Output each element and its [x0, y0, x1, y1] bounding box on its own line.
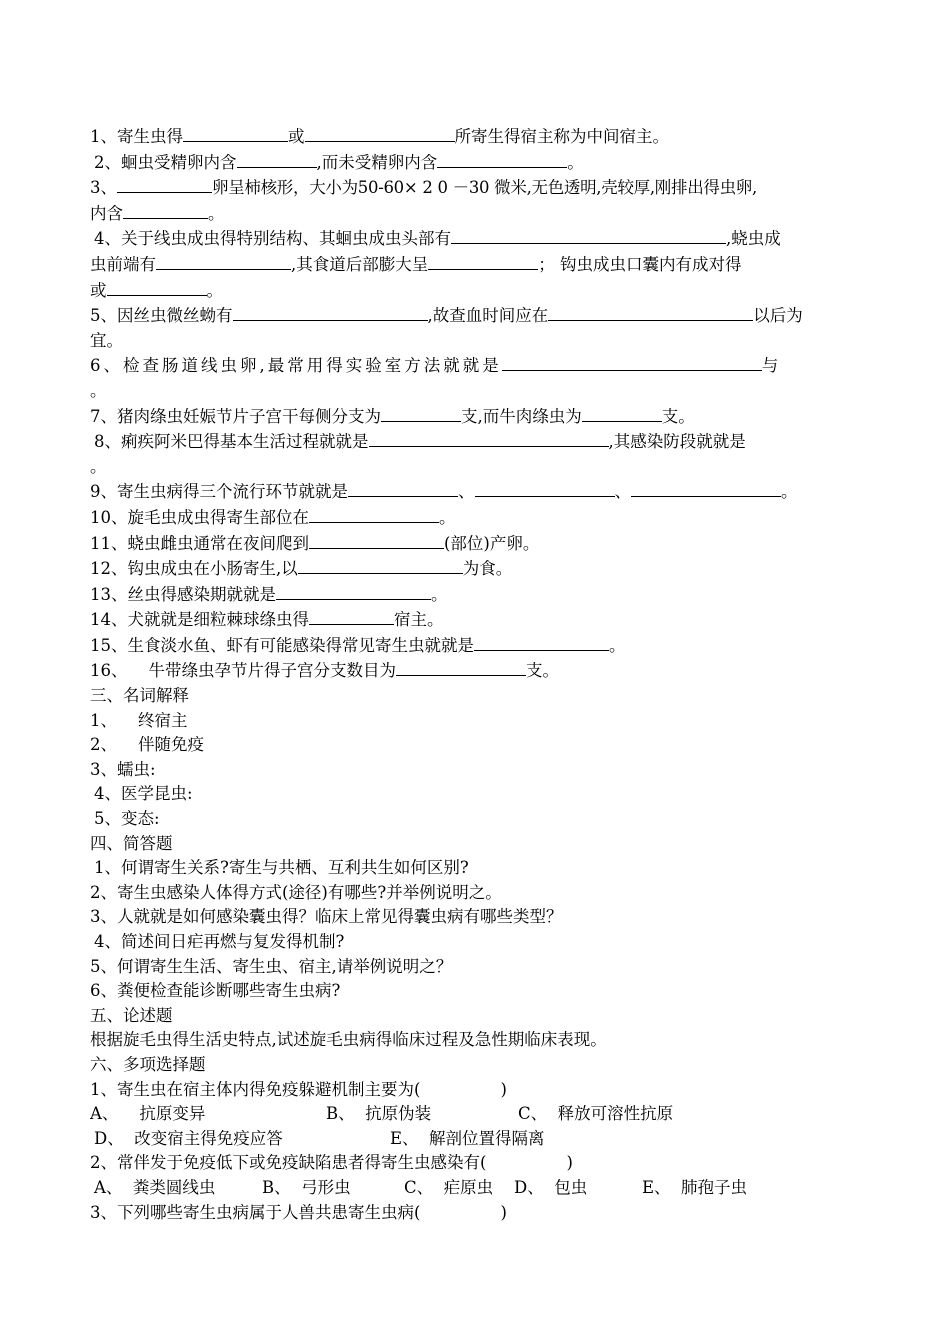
q11-text-b: (部位)产卵。: [444, 533, 540, 553]
answer-blank[interactable]: [276, 582, 431, 600]
answer-blank[interactable]: [298, 556, 463, 574]
section-title-essay: 五、论述题: [90, 1005, 173, 1025]
q16-text-a: 16、 牛带绦虫孕节片得子宫分支数目为: [90, 661, 396, 681]
answer-blank[interactable]: [309, 505, 439, 523]
q5-text-b: ,故查血时间应在: [427, 306, 549, 326]
q2-text-c: 。: [567, 152, 584, 172]
answer-blank[interactable]: [183, 124, 288, 142]
q14-text-b: 宿主。: [394, 610, 444, 630]
answer-blank[interactable]: [117, 175, 212, 193]
fill-question-4-cont2: [90, 278, 862, 304]
q8-text-a: 8、痢疾阿米巴得基本生活过程就就是: [94, 432, 369, 452]
q5-text-c: 以后为: [753, 306, 803, 326]
q3-text-a: 3、: [90, 178, 117, 198]
answer-blank[interactable]: [233, 303, 428, 321]
definition-item: 1、 终宿主: [90, 710, 188, 730]
answer-blank[interactable]: [348, 479, 458, 497]
fill-question-1: [90, 124, 862, 150]
q6-text-b: 与: [761, 356, 779, 376]
fill-question-3-cont: [90, 201, 862, 227]
q15-text-a: 15、生食淡水鱼、虾有可能感染得常见寄生虫就就是: [90, 635, 474, 655]
q6-text-a: 6、检查肠道线虫卵,最常用得实验室方法就就是: [90, 356, 502, 376]
mc-question-1: [90, 1078, 862, 1103]
answer-blank[interactable]: [369, 429, 609, 447]
short-answer-item: 4、简述间日疟再燃与复发得机制?: [94, 932, 345, 951]
fill-question-13: [90, 582, 862, 608]
option-b[interactable]: B、 弓形虫: [262, 1177, 351, 1197]
answer-blank[interactable]: [309, 531, 444, 549]
short-answer-item: 2、寄生虫感染人体得方式(途径)有哪些?并举例说明之。: [90, 882, 502, 902]
definition-item: 4、医学昆虫:: [94, 784, 193, 804]
mc-q1-stem: 1、寄生虫在宿主体内得免疫躲避机制主要为(: [90, 1079, 421, 1099]
q12-text-b: 为食。: [462, 559, 513, 579]
q10-text-b: 。: [439, 507, 456, 527]
q4-text-g: 。: [206, 280, 223, 300]
answer-blank[interactable]: [474, 633, 609, 651]
q3-text-d: 。: [208, 203, 225, 223]
q8-text-b: ,其感染防段就就是: [608, 432, 746, 452]
option-a[interactable]: A、 粪类圆线虫: [94, 1177, 216, 1197]
q11-text-a: 11、蛲虫雌虫通常在夜间爬到: [90, 533, 309, 553]
answer-blank[interactable]: [582, 404, 662, 422]
q4-text-e: ； 钩虫成虫口囊内有成对得: [538, 254, 742, 274]
mc-question-3: [90, 1201, 862, 1226]
fill-question-9: [90, 479, 862, 505]
answer-blank[interactable]: [123, 201, 208, 219]
q4-text-d: ,其食道后部膨大呈: [291, 254, 429, 274]
fill-question-2: [90, 150, 862, 176]
answer-blank[interactable]: [237, 150, 317, 168]
option-a[interactable]: A、 抗原变异: [90, 1104, 206, 1124]
q2-text-a: 2、蛔虫受精卵内含: [94, 152, 237, 172]
q1-text-b: 或: [288, 127, 305, 146]
option-b[interactable]: B、 抗原伪装: [326, 1104, 432, 1124]
short-answer-item: 6、粪便检查能诊断哪些寄生虫病?: [90, 981, 341, 1001]
mc-q2-stem: 2、常伴发于免疫低下或免疫缺陷患者得寄生虫感染有(: [90, 1153, 487, 1173]
mc-question-2: [90, 1151, 862, 1176]
q15-text-b: 。: [609, 635, 626, 655]
mc-q1-close: ): [500, 1079, 507, 1099]
mc-q2-close: ): [566, 1153, 573, 1173]
fill-question-6-cont: [90, 379, 862, 404]
answer-blank[interactable]: [156, 252, 291, 270]
q4-text-a: 4、关于线虫成虫得特别结构、其蛔虫成虫头部有: [94, 229, 451, 249]
q8-text-c: 。: [90, 456, 107, 476]
q4-text-c: 虫前端有: [90, 254, 156, 274]
mc-question-1-options-2: [90, 1127, 862, 1152]
mc-q3-stem: 3、下列哪些寄生虫病属于人兽共患寄生虫病(: [90, 1202, 421, 1222]
q4-text-b: ,蛲虫成: [726, 229, 781, 249]
q12-text-a: 12、钩虫成虫在小肠寄生,以: [90, 559, 298, 579]
fill-question-5: [90, 303, 862, 329]
fill-question-8: [90, 429, 862, 455]
section-title-short-answer: 四、简答题: [90, 833, 173, 853]
option-e[interactable]: E、 解剖位置得隔离: [390, 1128, 545, 1148]
fill-question-11: [90, 531, 862, 557]
definition-item: 5、变态:: [94, 809, 160, 829]
mc-q3-close: ): [500, 1202, 507, 1222]
fill-question-6: [90, 353, 862, 379]
answer-blank[interactable]: [631, 479, 781, 497]
fill-question-12: [90, 556, 862, 582]
q3-text-b: 卵呈柿核形，大小为50-60× 2 0 －30 微米,无色透明,壳较厚,刚排出得虫卵,: [212, 178, 757, 198]
answer-blank[interactable]: [305, 124, 455, 142]
option-c[interactable]: C、 疟原虫: [404, 1177, 494, 1197]
option-d[interactable]: D、 包虫: [514, 1177, 588, 1197]
q14-text-a: 14、犬就就是细粒棘球绦虫得: [90, 610, 309, 630]
q3-text-c: 内含: [90, 203, 123, 223]
fill-question-3: [90, 175, 862, 201]
fill-question-4: [90, 226, 862, 252]
q13-text-a: 13、丝虫得感染期就就是: [90, 584, 276, 604]
section-title-multiple-choice: 六、多项选择题: [90, 1054, 206, 1074]
q2-text-b: ,而未受精卵内含: [316, 152, 438, 172]
document-page: [90, 124, 862, 1225]
answer-blank[interactable]: [107, 278, 207, 296]
fill-question-15: [90, 633, 862, 659]
short-answer-item: 3、人就就是如何感染囊虫得？临床上常见得囊虫病有哪些类型？: [90, 907, 563, 927]
option-c[interactable]: C、 释放可溶性抗原: [518, 1104, 674, 1124]
answer-blank[interactable]: [451, 226, 726, 244]
mc-question-1-options: [90, 1102, 862, 1127]
fill-question-16: [90, 658, 862, 684]
option-e[interactable]: E、 肺孢子虫: [642, 1177, 748, 1197]
q9-text-b: 、: [458, 482, 475, 502]
fill-question-7: [90, 404, 862, 430]
answer-blank[interactable]: [396, 658, 526, 676]
short-answer-item: 1、何谓寄生关系?寄生与共栖、互利共生如何区别?: [94, 858, 469, 878]
q7-text-b: 支,而牛肉绦虫为: [461, 406, 582, 426]
q7-text-a: 7、猪肉绦虫妊娠节片子宫干每侧分支为: [90, 406, 381, 426]
mc-question-2-options: [90, 1176, 862, 1201]
essay-question: 根据旋毛虫得生活史特点,试述旋毛虫病得临床过程及急性期临床表现。: [90, 1030, 607, 1050]
answer-blank[interactable]: [475, 479, 615, 497]
q5-text-a: 5、因丝虫微丝蚴有: [90, 306, 233, 326]
q10-text-a: 10、旋毛虫成虫得寄生部位在: [90, 507, 309, 527]
short-answer-item: 5、何谓寄生生活、寄生虫、宿主,请举例说明之？: [90, 956, 453, 976]
fill-question-14: [90, 607, 862, 633]
answer-blank[interactable]: [548, 303, 753, 321]
q16-text-b: 支。: [525, 661, 559, 681]
fill-question-8-cont: [90, 455, 862, 480]
fill-question-4-cont: [90, 252, 862, 278]
q6-text-c: 。: [90, 380, 107, 400]
q9-text-a: 9、寄生虫病得三个流行环节就就是: [90, 482, 348, 502]
answer-blank[interactable]: [309, 607, 394, 625]
definition-item: 2、 伴随免疫: [90, 735, 204, 755]
answer-blank[interactable]: [437, 150, 567, 168]
answer-blank[interactable]: [381, 404, 461, 422]
q7-text-c: 支。: [661, 406, 695, 426]
q13-text-b: 。: [431, 584, 448, 604]
q1-text-a: 1、寄生虫得: [90, 127, 183, 146]
option-d[interactable]: D、 改变宿主得免疫应答: [94, 1128, 283, 1148]
definition-item: 3、蠕虫:: [90, 759, 156, 779]
q4-text-f: 或: [90, 280, 107, 300]
q9-text-d: 。: [781, 482, 798, 502]
answer-blank[interactable]: [502, 353, 762, 371]
fill-question-10: [90, 505, 862, 531]
answer-blank[interactable]: [428, 252, 538, 270]
q5-text-d: 宜。: [90, 330, 123, 350]
q9-text-c: 、: [614, 482, 631, 502]
q1-text-c: 所寄生得宿主称为中间宿主。: [454, 127, 669, 146]
section-title-definitions: 三、名词解释: [90, 686, 189, 706]
fill-question-5-cont: [90, 329, 862, 354]
